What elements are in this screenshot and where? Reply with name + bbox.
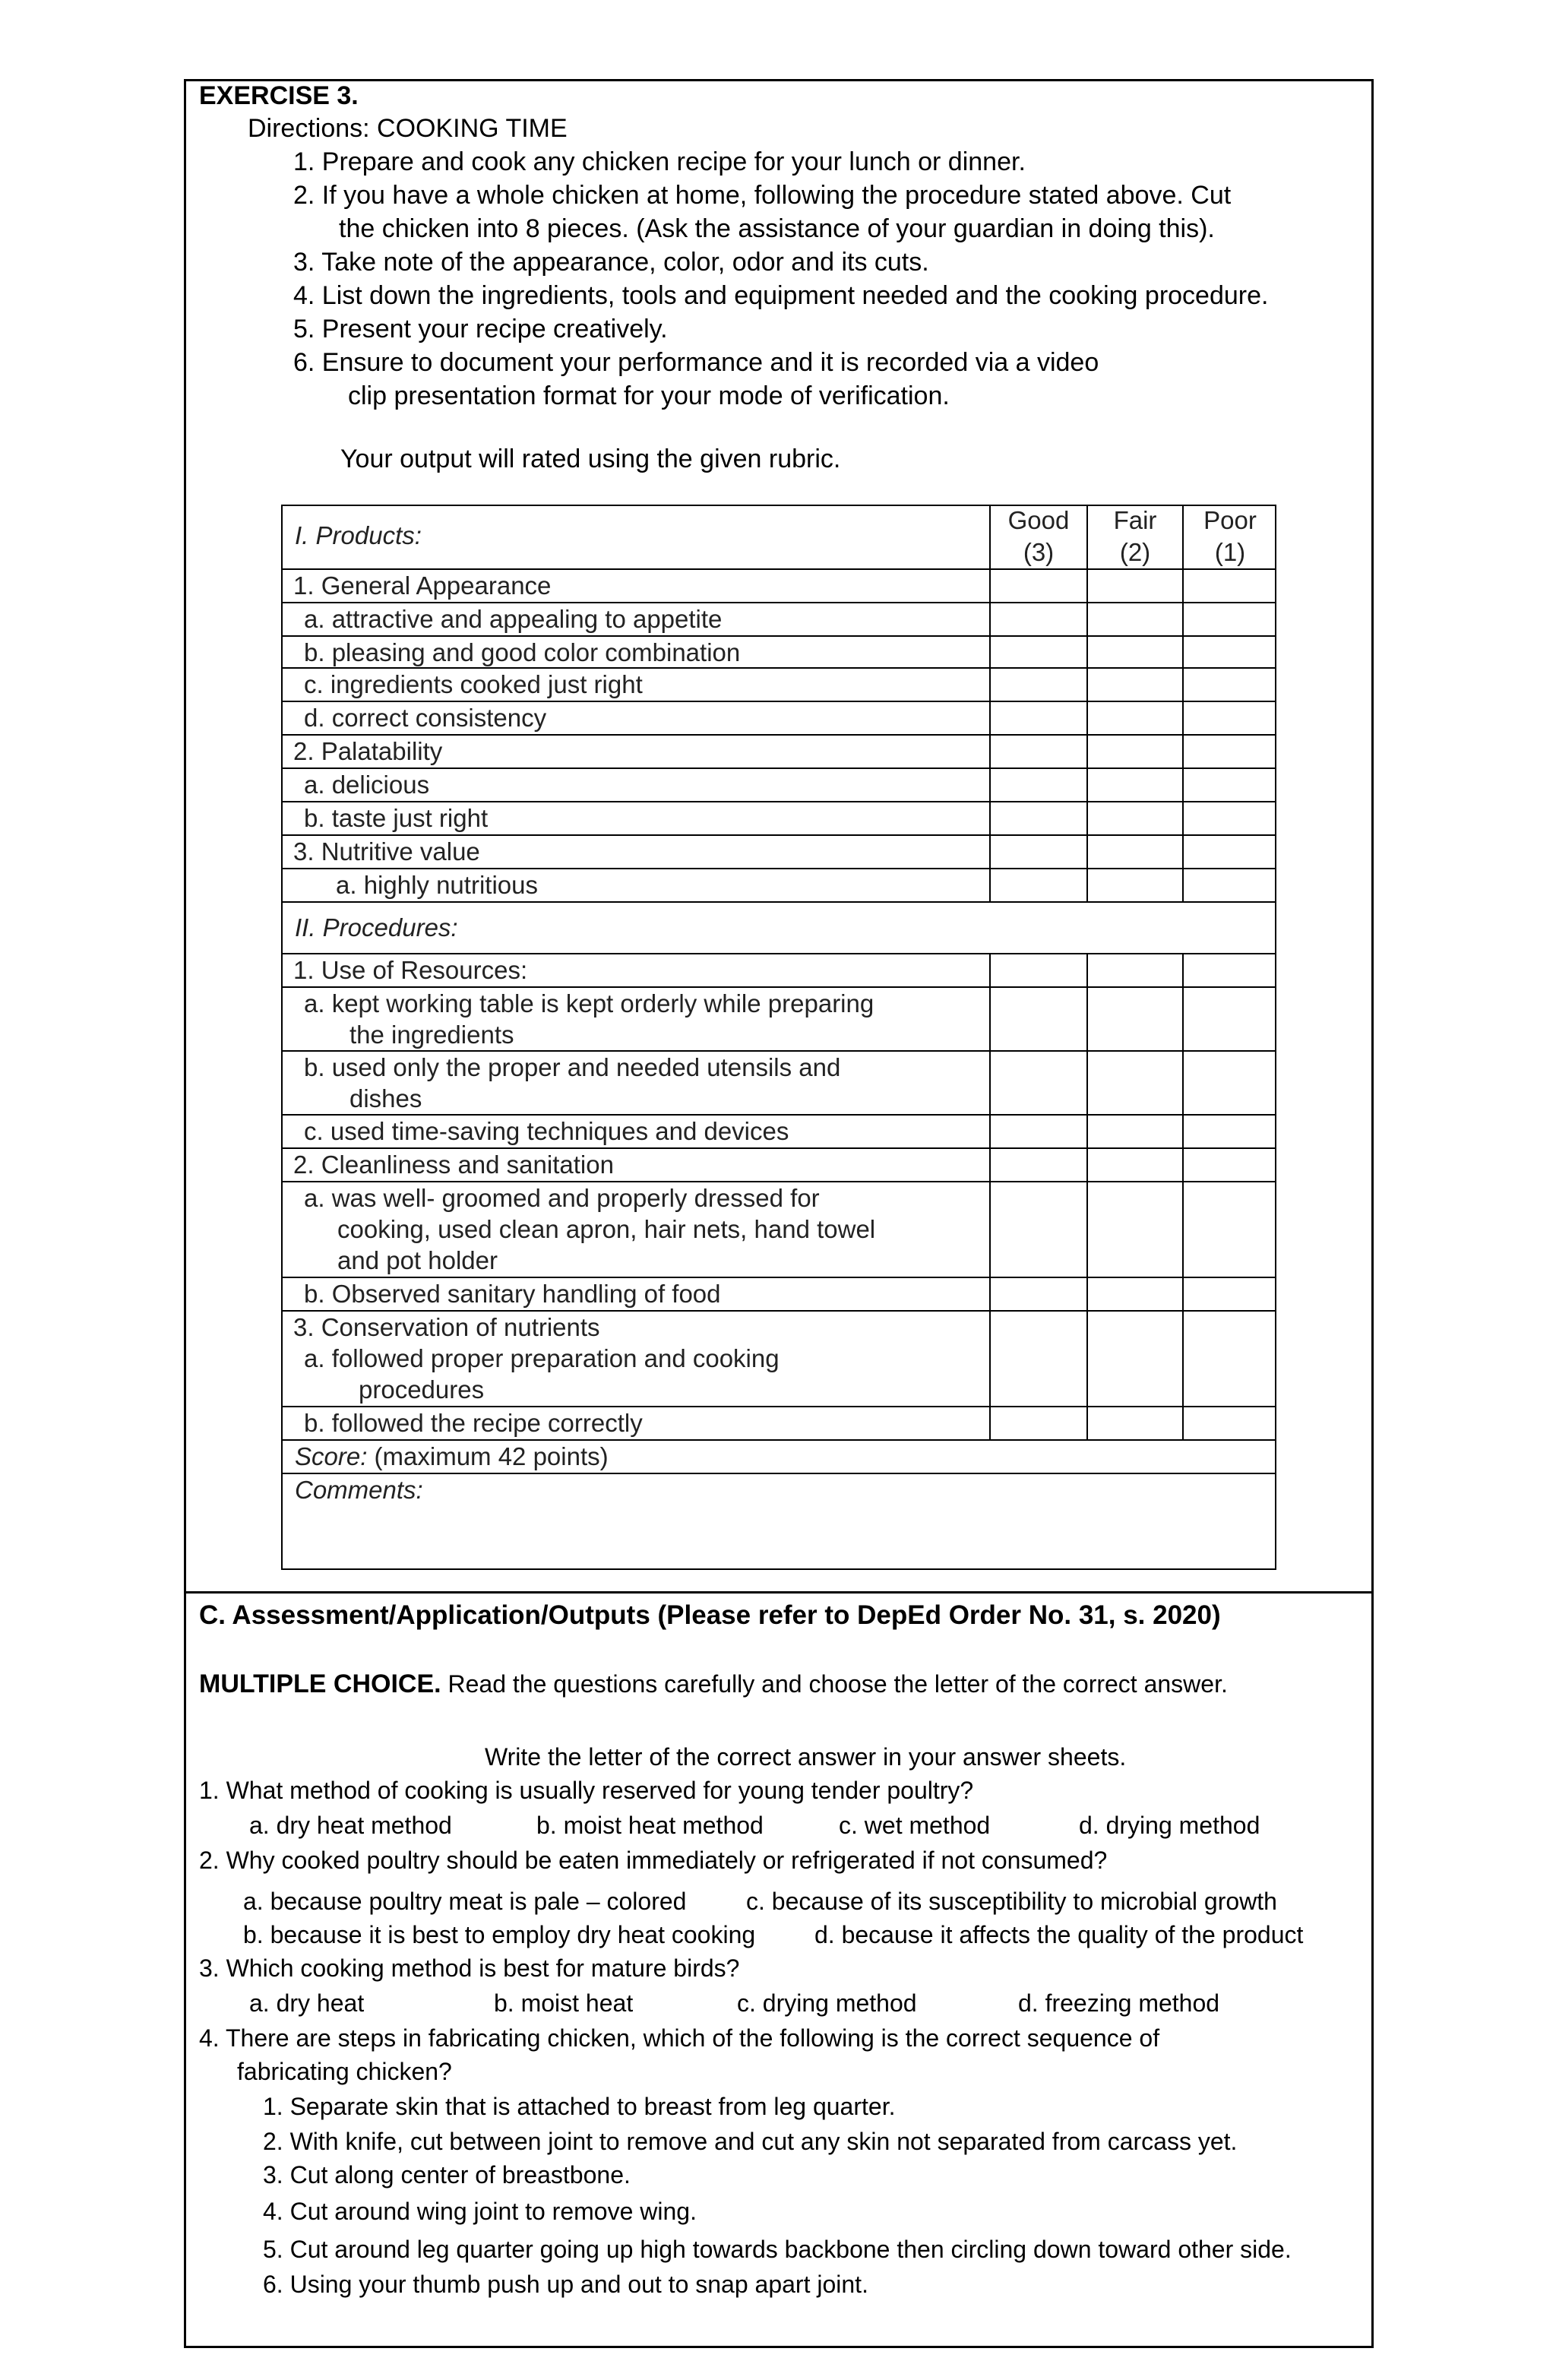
criterion-item: d. correct consistency [304,704,547,732]
rubric-note: Your output will rated using the given rubric. [340,445,841,473]
criterion-item-cont: procedures [359,1375,485,1404]
q3-option-b: b. moist heat [494,1989,634,2017]
q4-step-5: 5. Cut around leg quarter going up high towards backbone then circling down toward other side. [263,2236,1292,2263]
score-label: Score: [295,1442,368,1470]
criterion-nutritive-value: 3. Nutritive value [293,837,480,866]
row-line [281,767,1276,769]
question-1: 1. What method of cooking is usually reserved for young tender poultry? [199,1777,974,1804]
score-text: (maximum 42 points) [367,1442,609,1470]
mc-text: Read the questions carefully and choose the letter of the correct answer. [441,1670,1228,1698]
assessment-heading: C. Assessment/Application/Outputs (Please refer to DepEd Order No. 31, s. 2020) [199,1600,1221,1630]
col-line [989,953,991,1439]
question-4-cont: fabricating chicken? [237,2058,452,2085]
criterion-item: a. was well- groomed and properly dressed for [304,1184,820,1212]
col-poor-points: (1) [1214,538,1246,566]
q2-option-b: b. because it is best to employ dry heat cooking [243,1921,756,1948]
q4-step-4: 4. Cut around wing joint to remove wing. [263,2198,697,2225]
rubric-table [281,505,1276,1570]
q1-option-c: c. wet method [839,1812,991,1839]
q3-option-a: a. dry heat [249,1989,365,2017]
criterion-use-of-resources: 1. Use of Resources: [293,956,528,984]
section-products: I. Products: [295,521,422,549]
q3-option-c: c. drying method [737,1989,917,2017]
mc-line [199,1669,1228,1699]
criterion-item: a. attractive and appealing to appetite [304,605,723,633]
q2-option-a: a. because poultry meat is pale – colored [243,1888,687,1915]
step-6-cont: clip presentation format for your mode of verification. [348,381,950,410]
step-6: 6. Ensure to document your performance and it is recorded via a video [293,348,1099,377]
q4-step-2: 2. With knife, cut between joint to remove and cut any skin not separated from carcass yet. [263,2128,1238,2155]
q4-step-6: 6. Using your thumb push up and out to snap apart joint. [263,2271,868,2298]
instruction: Write the letter of the correct answer in your answer sheets. [485,1743,1127,1771]
row-line [281,901,1276,903]
criterion-item: b. taste just right [304,804,489,832]
criterion-item: c. ingredients cooked just right [304,670,643,698]
col-poor-label: Poor [1203,506,1257,534]
question-3: 3. Which cooking method is best for mature birds? [199,1954,740,1982]
col-good [991,505,1086,568]
score-row [295,1441,609,1472]
step-1: 1. Prepare and cook any chicken recipe for your lunch or dinner. [293,147,1026,176]
criterion-item-cont: the ingredients [349,1021,514,1049]
criterion-item: a. delicious [304,771,430,799]
criterion-cleanliness: 2. Cleanliness and sanitation [293,1150,614,1179]
section-procedures: II. Procedures: [295,913,458,942]
col-fair-points: (2) [1119,538,1151,566]
step-4: 4. List down the ingredients, tools and equipment needed and the cooking procedure. [293,281,1269,310]
q1-option-a: a. dry heat method [249,1812,452,1839]
step-3: 3. Take note of the appearance, color, odor and its cuts. [293,248,929,277]
col-good-points: (3) [1023,538,1055,566]
criterion-item: b. used only the proper and needed utensils and [304,1053,841,1081]
exercise-title: EXERCISE 3. [199,81,359,110]
question-4: 4. There are steps in fabricating chicken, which of the following is the correct sequence of [199,2024,1160,2052]
criterion-item-cont: cooking, used clean apron, hair nets, hand towel [337,1215,876,1243]
criterion-item: a. highly nutritious [336,871,538,899]
q4-step-3: 3. Cut along center of breastbone. [263,2161,631,2189]
criterion-conservation: 3. Conservation of nutrients [293,1313,600,1341]
step-5: 5. Present your recipe creatively. [293,315,668,343]
col-fair-label: Fair [1113,506,1157,534]
col-good-label: Good [1007,506,1070,534]
step-2-cont: the chicken into 8 pieces. (Ask the assistance of your guardian in doing this). [339,214,1215,243]
criterion-item: b. pleasing and good color combination [304,638,741,666]
q2-option-d: d. because it affects the quality of the product [814,1921,1304,1948]
criterion-palatability: 2. Palatability [293,737,443,765]
col-fair [1088,505,1182,568]
mc-label: MULTIPLE CHOICE. [199,1669,441,1698]
criterion-item-cont: dishes [349,1084,422,1112]
q2-option-c: c. because of its susceptibility to microbial growth [746,1888,1277,1915]
section-divider [184,1591,1374,1594]
criterion-item: c. used time-saving techniques and devices [304,1117,789,1145]
row-line [281,1473,1276,1474]
criterion-item: b. followed the recipe correctly [304,1409,643,1437]
step-2: 2. If you have a whole chicken at home, following the procedure stated above. Cut [293,181,1232,210]
q1-option-d: d. drying method [1079,1812,1260,1839]
criterion-item: b. Observed sanitary handling of food [304,1280,721,1308]
col-poor [1184,505,1276,568]
criterion-general-appearance: 1. General Appearance [293,571,552,600]
comments-label: Comments: [295,1476,423,1504]
exercise-directions: Directions: COOKING TIME [248,114,568,143]
q3-option-d: d. freezing method [1018,1989,1220,2017]
col-line [1086,953,1088,1439]
criterion-item: a. kept working table is kept orderly while preparing [304,989,874,1018]
criterion-item-cont: and pot holder [337,1246,498,1274]
criterion-item: a. followed proper preparation and cooking [304,1344,780,1372]
col-line [1182,953,1184,1439]
question-2: 2. Why cooked poultry should be eaten immediately or refrigerated if not consumed? [199,1847,1108,1874]
q1-option-b: b. moist heat method [536,1812,764,1839]
q4-step-1: 1. Separate skin that is attached to breast from leg quarter. [263,2093,896,2120]
